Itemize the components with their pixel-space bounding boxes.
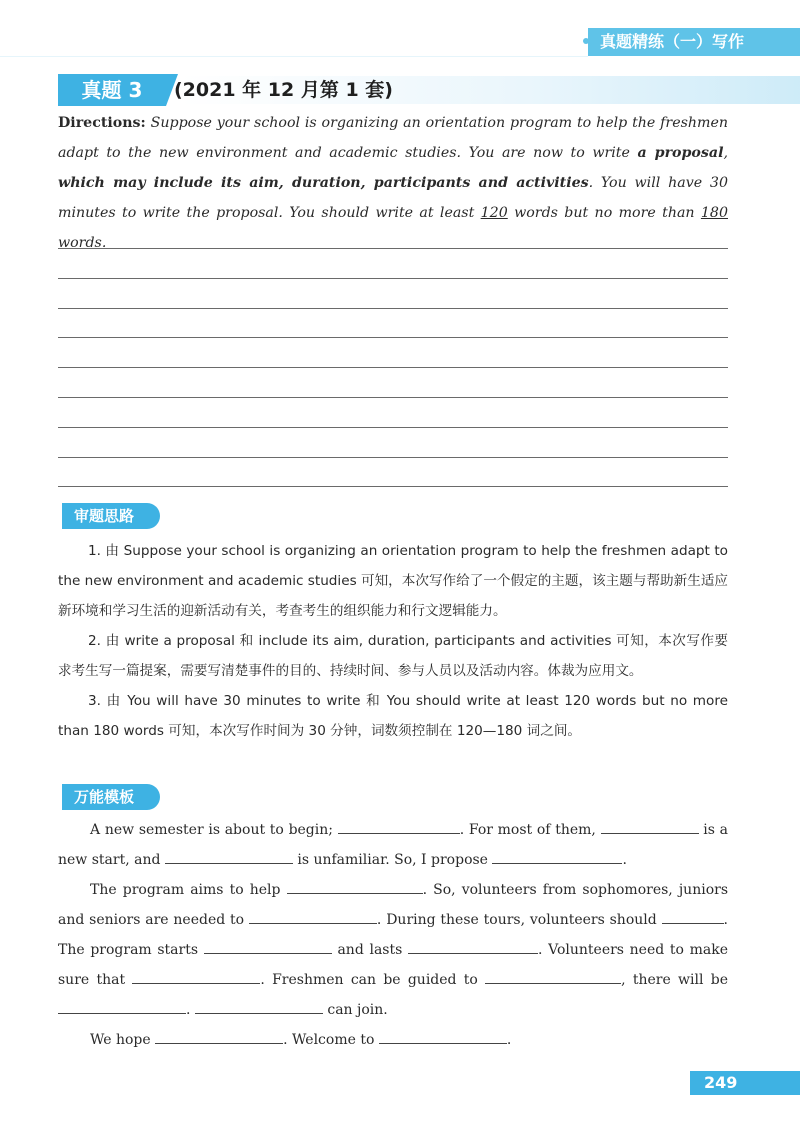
template-text: can join. [327, 1002, 388, 1018]
directions-emphasis: which may include its aim, duration, participants and activities [58, 175, 589, 191]
fill-blank[interactable] [408, 937, 538, 954]
template-paragraph [58, 815, 728, 875]
min-words: 120 [480, 205, 508, 221]
max-words: 180 [700, 205, 728, 221]
directions-text: Suppose your school is organizing an orientation program to help the freshmen adapt to the new environment and academic studies. You are now to write [58, 115, 728, 161]
answer-line[interactable] [58, 337, 728, 367]
answer-line[interactable] [58, 397, 728, 427]
fill-blank[interactable] [132, 967, 260, 984]
fill-blank[interactable] [58, 997, 186, 1014]
template-text: . [506, 1032, 512, 1048]
running-header: 真题精练（一）写作 [588, 28, 800, 56]
fill-blank[interactable] [287, 877, 423, 894]
template-text: . [622, 852, 627, 868]
fill-blank[interactable] [379, 1027, 507, 1044]
answer-line[interactable] [58, 367, 728, 397]
template-text: . During these tours, volunteers should [376, 912, 657, 928]
analysis-point: 2. 由 write a proposal 和 include its aim, duration, participants and activities 可知，本次写作要求考生写一篇提案，需要写清楚事件的目的、持续时间、参与人员以及活动内容。体裁为应用文。 [58, 633, 728, 679]
template-paragraph [58, 875, 728, 1025]
template-text: . For most of them, [459, 822, 596, 838]
template-text: , there will be [621, 972, 728, 988]
analysis-heading: 审题思路 [62, 503, 160, 529]
template-text: . [186, 1002, 191, 1018]
analysis-section [58, 536, 728, 746]
answer-line[interactable] [58, 427, 728, 457]
directions-text: , [723, 145, 728, 161]
template-text: . Freshmen can be guided to [260, 972, 478, 988]
template-text: . The program starts [58, 912, 728, 958]
directions-paragraph [58, 108, 728, 258]
directions-text: words but no more than [507, 205, 701, 221]
fill-blank[interactable] [485, 967, 621, 984]
directions-text: words. [58, 235, 107, 251]
directions-text: . You will have 30 minutes to write the proposal. You should write at least [58, 175, 728, 221]
fill-blank[interactable] [249, 907, 377, 924]
fill-blank[interactable] [338, 817, 460, 834]
template-text: The program aims to help [90, 882, 281, 898]
fill-blank[interactable] [155, 1027, 283, 1044]
fill-blank[interactable] [601, 817, 699, 834]
template-text: and lasts [337, 942, 403, 958]
answer-line[interactable] [58, 278, 728, 308]
analysis-point: 3. 由 You will have 30 minutes to write 和 You should write at least 120 words but no more than 180 words 可知，本次写作时间为 30 分钟，词数须控制在 120—180 词之间。 [58, 693, 728, 739]
fill-blank[interactable] [165, 847, 293, 864]
directions-label: Directions: [58, 115, 146, 131]
question-badge: 真题 3 [58, 74, 166, 106]
answer-line[interactable] [58, 248, 728, 278]
template-text: is unfamiliar. So, I propose [297, 852, 488, 868]
template-text: is a new start, and [58, 822, 729, 868]
template-paragraph [58, 1025, 728, 1055]
template-section [58, 815, 728, 1055]
fill-blank[interactable] [662, 907, 724, 924]
question-source: (2021 年 12 月第 1 套) [174, 79, 393, 101]
template-text: A new semester is about to begin; [90, 822, 333, 838]
answer-line[interactable] [58, 457, 728, 487]
fill-blank[interactable] [204, 937, 332, 954]
answer-area[interactable] [58, 248, 728, 516]
template-text: We hope [90, 1032, 151, 1048]
template-text: . Welcome to [283, 1032, 375, 1048]
template-heading: 万能模板 [62, 784, 160, 810]
analysis-point: 1. 由 Suppose your school is organizing an orientation program to help the freshmen adapt to the new environment and academic studies 可知，本次写作给了一个假定的主题，该主题与帮助新生适应新环境和学习生活的迎新活动有关，考查考生的组织能力和行文逻辑能力。 [58, 543, 729, 619]
directions-emphasis: a proposal [637, 145, 724, 161]
fill-blank[interactable] [195, 997, 323, 1014]
header-rule [0, 28, 588, 57]
template-text: . Volunteers need to make sure that [58, 942, 729, 988]
answer-line[interactable] [58, 308, 728, 338]
template-text: . So, volunteers from sophomores, juniors and seniors are needed to [58, 882, 729, 928]
page-number: 249 [690, 1071, 800, 1095]
question-title [58, 74, 748, 110]
fill-blank[interactable] [492, 847, 622, 864]
